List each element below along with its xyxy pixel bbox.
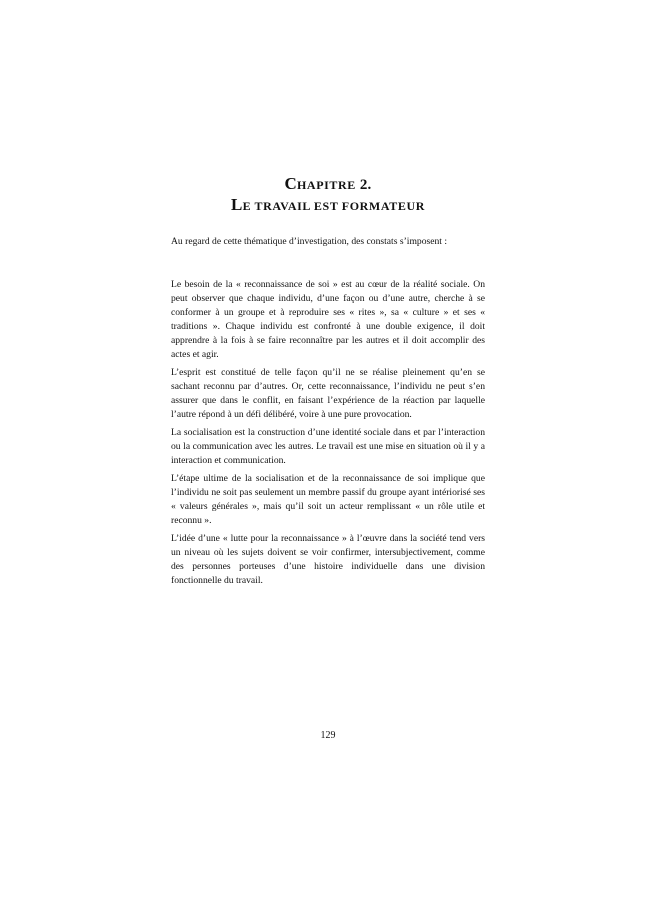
paragraph-recognition: Le besoin de la « reconnaissance de soi » est au cœur de la réalité sociale. On peut observer que chaque individu, d’une façon ou d’une autre, cherche à se conformer à un groupe et à reproduire ses « rites », sa « culture » et ses « traditions ». Chaque individu est confronté à une double exigence, il doit apprendre à la fois à se faire reconnaître par les autres et il doit accomplir des actes et agir. [171, 279, 485, 361]
paragraph-struggle: L’idée d’une « lutte pour la reconnaissance » à l’œuvre dans la société tend vers un niveau où les sujets doivent se voir confirmer, intersubjectivement, comme des personnes porteuses d’une histoire individuelle dans une division fonctionnelle du travail. [171, 532, 485, 586]
chapter-label: CHAPITRE 2. [284, 174, 372, 193]
page-number: 129 [320, 730, 336, 741]
paragraph-socialisation: La socialisation est la construction d’une identité sociale dans et par l’interaction ou la communication avec les autres. Le travail est une mise en situation où il y a interaction et communication. [171, 426, 485, 467]
chapter-heading [171, 174, 485, 216]
intro-paragraph: Au regard de cette thématique d’investigation, des constats s’imposent : [171, 236, 448, 247]
body-text [171, 278, 485, 591]
chapter-title: LE TRAVAIL EST FORMATEUR [231, 195, 425, 214]
paragraph-final-stage: L’étape ultime de la socialisation et de la reconnaissance de soi implique que l’individu ne soit pas seulement un membre passif du groupe ayant intériorisé ses « valeurs générales », mais qu’il soit un acteur remplissant « un rôle utile et reconnu ». [171, 472, 485, 526]
paragraph-mind: L’esprit est constitué de telle façon qu’il ne se réalise pleinement qu’en se sachant reconnu par d’autres. Or, cette reconnaissance, l’individu ne peut s’en assurer que dans le conflit, en faisant l’expérience de la réaction par laquelle l’autre répond à un défi délibéré, voire à une pure provocation. [171, 367, 485, 421]
